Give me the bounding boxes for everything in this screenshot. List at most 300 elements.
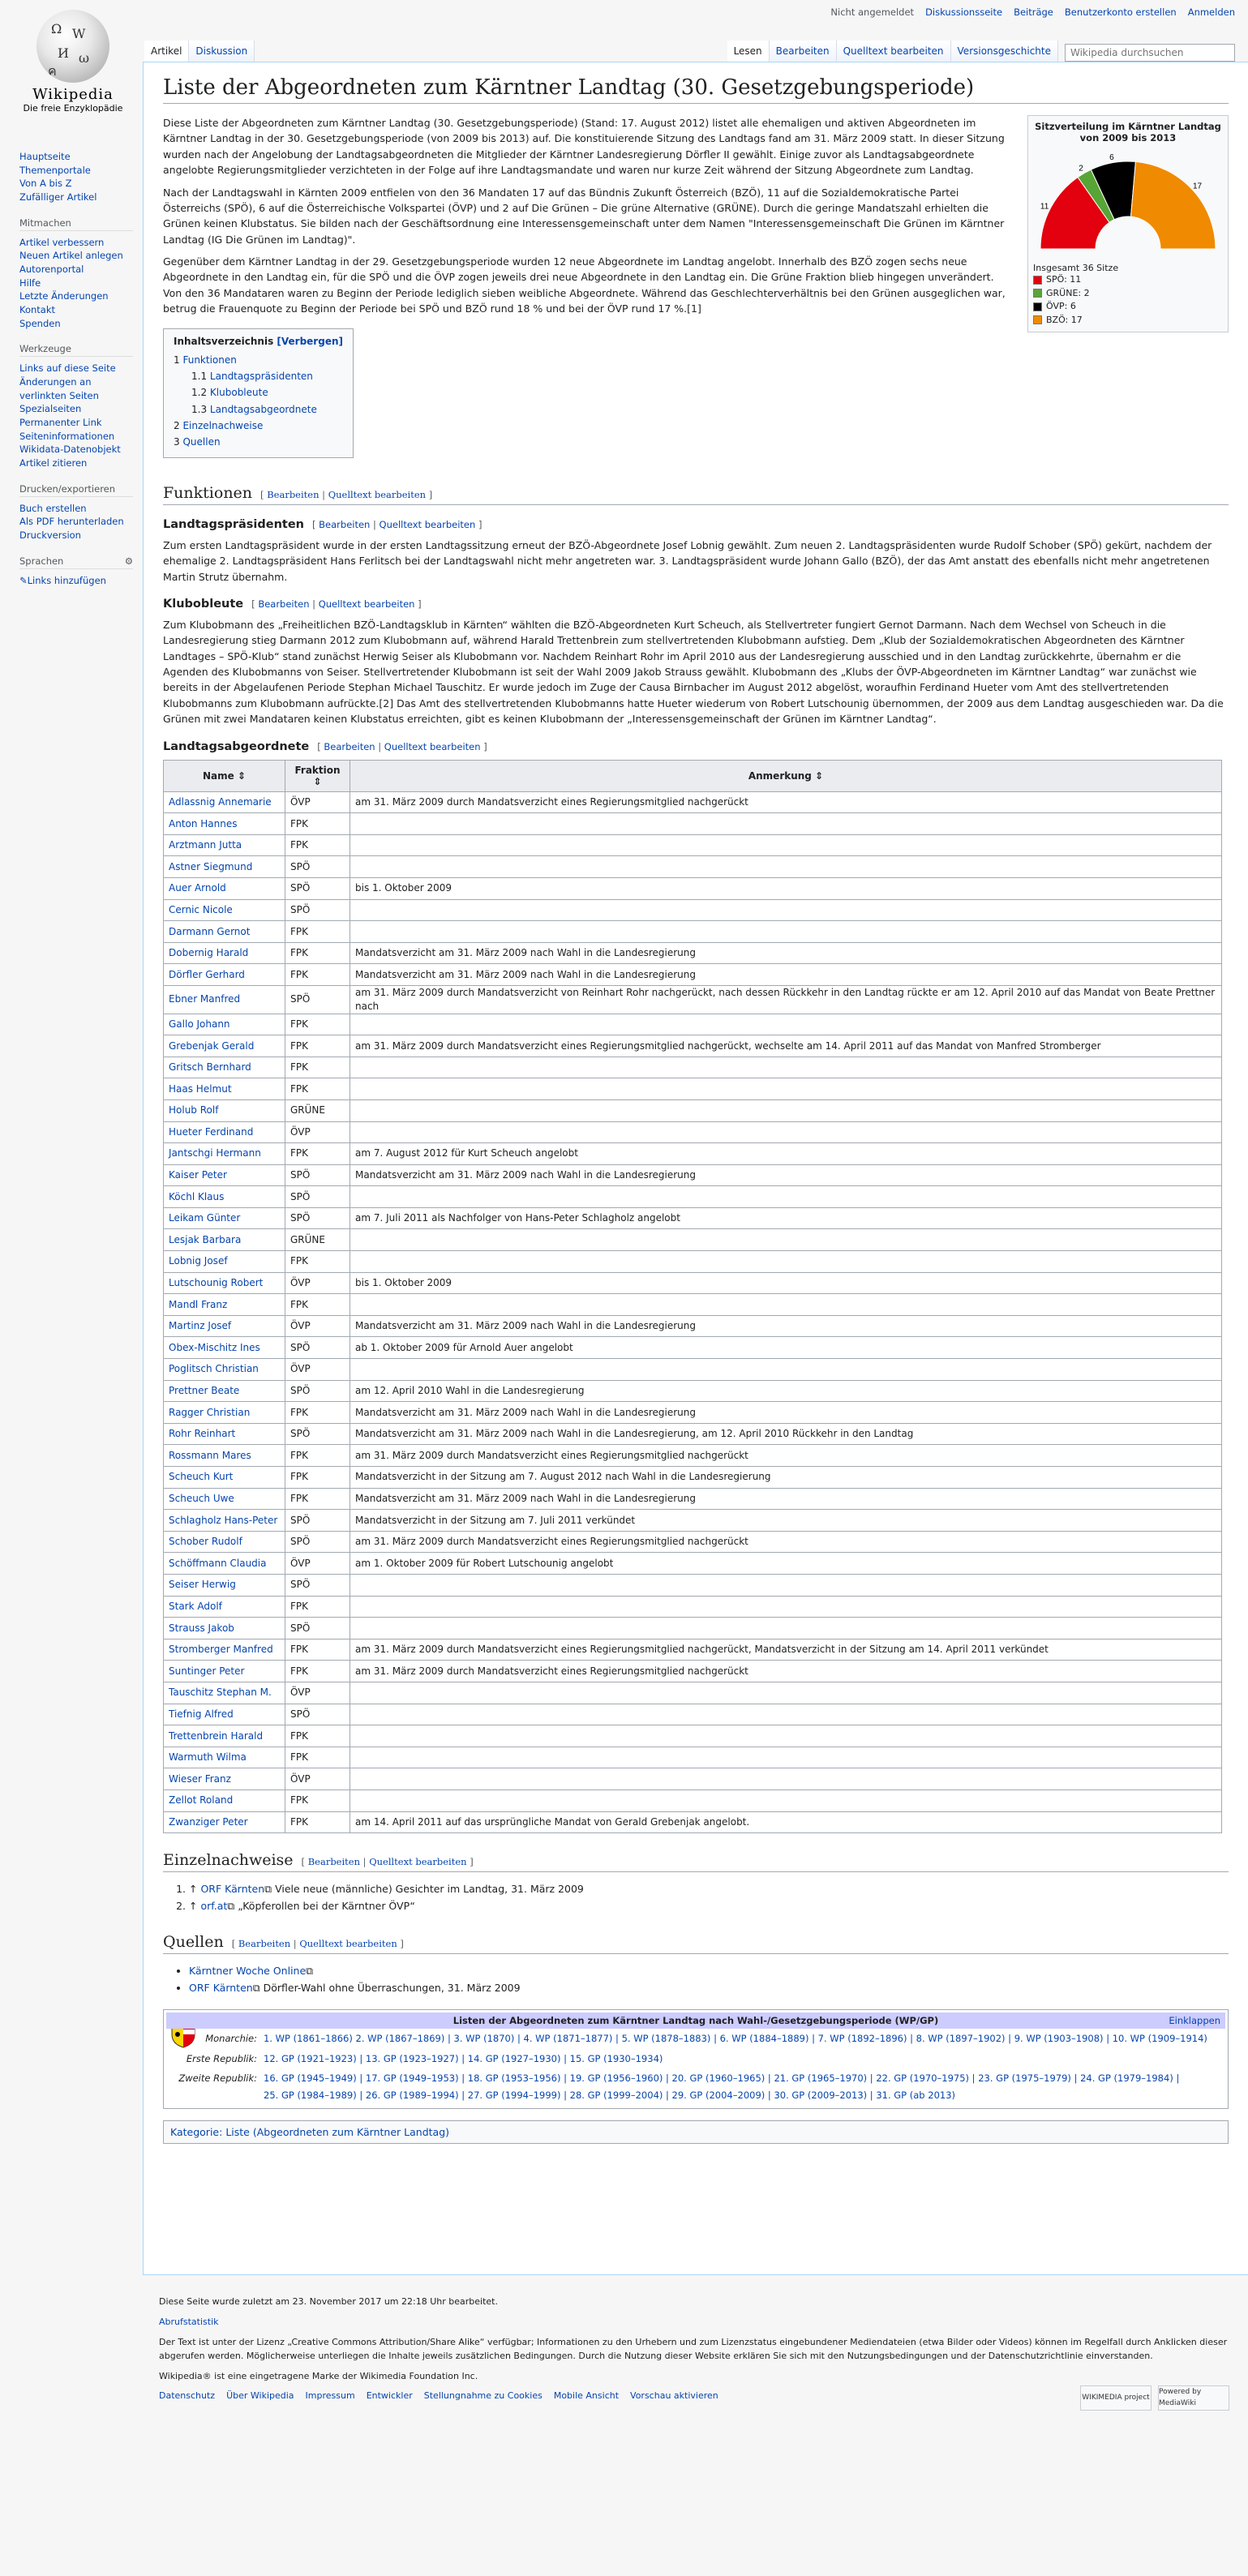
column-header-label: Anmerkung [748, 769, 812, 782]
sidebar-item[interactable]: Autorenportal [19, 264, 84, 276]
member-link[interactable]: Tauschitz Stephan M. [169, 1687, 272, 1699]
member-link[interactable]: Dörfler Gerhard [169, 968, 245, 980]
sidebar-item[interactable]: Links auf diese Seite [19, 362, 116, 375]
sidebar-item[interactable]: Hilfe [19, 276, 41, 289]
edit-link[interactable]: Bearbeiten [307, 1856, 360, 1868]
members-table [163, 760, 1222, 1834]
table-row [164, 942, 1222, 964]
cell-name [164, 985, 285, 1014]
table-row [164, 1639, 1222, 1661]
legend-item [1033, 287, 1223, 301]
intro-paragraph: Nach der Landtagswahl in Kärnten 2009 entfielen von den 36 Mandaten 17 auf das Bündnis Zukunft Österreich (BZÖ), 11 auf die Sozialdemokratische Partei Österreichs (SPÖ), 6 auf die Österreichische Volkspartei (ÖVP) und 2 auf Die Grünen – Die grüne Alternative (GRÜNE). Durch die geringe Mandatszahl erhielten die Grünen keinen Klubstatus. Sie bilden nach der Geschäftsordnung eine Interessensgemeinschaft unter dem Namen "Interessensgemeinschaft Die Grünen im Kärntner Landtag (IG Die Grünen im Landtag)". [163, 186, 1005, 246]
external-link-icon: ⧉ [306, 1964, 314, 1977]
member-link[interactable]: Arztmann Jutta [169, 839, 242, 851]
cell-anmerkung [350, 921, 1222, 943]
backlink-icon[interactable]: ↑ [189, 1883, 198, 1896]
table-row [164, 1164, 1222, 1186]
edit-link[interactable]: Bearbeiten [319, 518, 371, 530]
member-link[interactable]: Prettner Beate [169, 1385, 240, 1397]
toc-number: 1.3 [191, 403, 208, 415]
table-row [164, 834, 1222, 856]
cell-anmerkung: bis 1. Oktober 2009 [350, 1272, 1222, 1294]
table-row [164, 1402, 1222, 1424]
edit-source-link[interactable]: Quelltext bearbeiten [318, 598, 415, 610]
cell-name [164, 1488, 285, 1510]
cell-name [164, 834, 285, 856]
namespace-tabs [144, 41, 255, 62]
cell-fraktion: SPÖ [285, 1423, 350, 1445]
table-row [164, 1229, 1222, 1251]
member-link[interactable]: Schöffmann Claudia [169, 1557, 267, 1569]
table-row [164, 1510, 1222, 1532]
navbox-toggle[interactable]: Einklappen [1169, 2015, 1220, 2027]
toc-header [174, 336, 343, 347]
toc-item[interactable] [174, 384, 343, 401]
member-link[interactable]: Mandl Franz [169, 1298, 228, 1310]
table-row [164, 899, 1222, 921]
sources-list [163, 1962, 1229, 1997]
footer-link[interactable]: Datenschutz [159, 2390, 216, 2402]
cell-anmerkung: am 31. März 2009 durch Mandatsverzicht eines Regierungsmitglied nachgerückt [350, 791, 1222, 813]
navbox-row-links-group [264, 2070, 1179, 2103]
member-link[interactable]: Suntinger Peter [169, 1665, 245, 1677]
references-list [163, 1880, 1229, 1915]
cell-anmerkung [350, 1704, 1222, 1725]
table-row [164, 1789, 1222, 1811]
member-link[interactable]: Lesjak Barbara [169, 1233, 242, 1245]
member-link[interactable]: Wieser Franz [169, 1772, 231, 1785]
table-row [164, 1057, 1222, 1078]
toc-link[interactable]: Landtagspräsidenten [209, 370, 313, 382]
member-link[interactable]: Darmann Gernot [169, 925, 251, 937]
table-row [164, 1272, 1222, 1294]
toc-link[interactable]: Einzelnachweise [182, 420, 264, 432]
section-heading [163, 484, 1229, 505]
cell-name [164, 1380, 285, 1402]
table-of-contents [163, 328, 354, 458]
reference-link[interactable]: ORF Kärnten [200, 1883, 265, 1896]
cell-name [164, 1014, 285, 1035]
category-label[interactable]: Kategorie: [170, 2125, 223, 2138]
sidebar-item[interactable]: Themenportale [19, 164, 91, 176]
cell-name [164, 1423, 285, 1445]
sidebar-item[interactable]: Von A bis Z [19, 178, 72, 190]
table-row [164, 1143, 1222, 1165]
tab-edit-source[interactable]: Quelltext bearbeiten [837, 41, 951, 62]
cell-name [164, 1402, 285, 1424]
member-link[interactable]: Ragger Christian [169, 1406, 251, 1418]
member-link[interactable]: Astner Siegmund [169, 860, 253, 872]
sidebar-item[interactable]: Neuen Artikel anlegen [19, 250, 123, 262]
member-link[interactable]: Zellot Roland [169, 1794, 234, 1807]
tab-history[interactable]: Versionsgeschichte [951, 41, 1058, 62]
source-item [189, 1979, 1229, 1996]
footer-link[interactable]: Vorschau aktivieren [630, 2390, 718, 2402]
cell-name [164, 856, 285, 878]
table-row [164, 921, 1222, 943]
legend-label: SPÖ: 11 [1046, 274, 1082, 285]
seat-count-label: 17 [1192, 182, 1203, 191]
member-link[interactable]: Ebner Manfred [169, 993, 241, 1005]
footer-link[interactable]: Mobile Ansicht [553, 2390, 620, 2402]
infobox-total: Insgesamt 36 Sitze [1033, 263, 1119, 273]
sidebar-heading: Sprachen [19, 555, 64, 567]
footer-links [159, 2390, 1229, 2403]
edit-links: [ Bearbeiten | Quelltext bearbeiten ] [317, 740, 487, 752]
cell-fraktion: SPÖ [285, 1380, 350, 1402]
edit-source-link[interactable]: Quelltext bearbeiten [328, 488, 427, 500]
toc-link[interactable]: Funktionen [182, 354, 237, 366]
mediawiki-badge[interactable]: Powered by MediaWiki [1158, 2385, 1229, 2411]
cell-name [164, 1747, 285, 1768]
cell-anmerkung: Mandatsverzicht in der Sitzung am 7. Juli 2011 verkündet [350, 1510, 1222, 1532]
table-row [164, 1467, 1222, 1489]
table-row [164, 813, 1222, 835]
member-link[interactable]: Warmuth Wilma [169, 1751, 247, 1764]
reference-link[interactable]: orf.at [200, 1900, 228, 1913]
footer [159, 2295, 1229, 2407]
sidebar-item[interactable]: Spezialseiten [19, 403, 82, 415]
section-title: Landtagspräsidenten [163, 517, 304, 531]
sidebar-item[interactable]: Zufälliger Artikel [19, 191, 97, 204]
member-link[interactable]: Schober Rudolf [169, 1536, 242, 1548]
cell-name [164, 1143, 285, 1165]
table-row [164, 1423, 1222, 1445]
tab-article[interactable]: Artikel [144, 41, 189, 62]
edit-source-link[interactable]: Quelltext bearbeiten [369, 1856, 467, 1868]
table-row [164, 1121, 1222, 1143]
cell-fraktion: SPÖ [285, 1207, 350, 1229]
cell-name [164, 1294, 285, 1316]
add-links-label: Links hinzufügen [27, 574, 106, 586]
cell-fraktion: FPK [285, 1661, 350, 1682]
cell-fraktion: FPK [285, 834, 350, 856]
footer-link[interactable]: Stellungnahme zu Cookies [423, 2390, 543, 2402]
sidebar-item[interactable]: Spenden [19, 317, 61, 329]
cell-fraktion: SPÖ [285, 899, 350, 921]
cell-anmerkung: am 1. Oktober 2009 für Robert Lutschounig angelobt [350, 1553, 1222, 1575]
seat-segment [1130, 161, 1216, 249]
sidebar-item[interactable]: Druckversion [19, 529, 81, 542]
cell-fraktion: FPK [285, 1488, 350, 1510]
sidebar-item[interactable]: Kontakt [19, 304, 56, 316]
table-row [164, 1445, 1222, 1467]
member-link[interactable]: Gritsch Bernhard [169, 1061, 251, 1074]
seat-count-label: 11 [1040, 202, 1049, 212]
wikipedia-logo[interactable] [16, 10, 130, 114]
tab-read[interactable]: Lesen [727, 41, 770, 62]
navbox-row-links[interactable]: 1. WP (1861–1866) 2. WP (1867–1869) | 3. WP (1870) | 4. WP (1871–1877) | 5. WP (1878–1883) | 6. WP (1884–1889) | 7. WP (1892–1896) | 8. WP (1897–1902) | 9. WP (1903–1908) | 10. WP (1909–1914) [264, 2033, 1207, 2045]
toc-link[interactable]: Quellen [182, 436, 221, 448]
member-link[interactable]: Dobernig Harald [169, 947, 249, 959]
cell-name [164, 1337, 285, 1359]
member-link[interactable]: Adlassnig Annemarie [169, 795, 272, 808]
intro-paragraph: Diese Liste der Abgeordneten zum Kärntner Landtag (30. Gesetzgebungsperiode) (Stand: 17. August 2012) listet alle ehemaligen und aktiven Abgeordneten im Kärntner Landtag in der 30. Gesetzgebungsperiode (von 2009 bis 2013) auf. Die konstituierende Sitzung des Landtags fand am 31. März 2009 statt. In dieser Sitzung wurden nach der Angelobung der Landtagsabgeordneten die Mitglieder der Kärntner Landesregierung Dörfler II gewählt. Einige zuvor als Landtagsabgeordnete angelobte Regierungsmitglieder verzichteten in der Folge auf ihre Landtagsmandate und waren nur kurze Zeit während der Sitzung Abgeordnete zum Landtag. [163, 117, 1005, 177]
cell-anmerkung: Mandatsverzicht in der Sitzung am 7. August 2012 nach Wahl in die Landesregierung [350, 1467, 1222, 1489]
cell-anmerkung [350, 1251, 1222, 1273]
sidebar-heading: Werkzeuge [19, 343, 133, 357]
sidebar-item[interactable]: Als PDF herunterladen [19, 516, 124, 528]
sidebar-languages [19, 555, 133, 588]
edit-link[interactable]: Bearbeiten [238, 1937, 291, 1949]
sort-icon[interactable]: ⇕ [815, 769, 824, 782]
category-link[interactable]: Liste (Abgeordneten zum Kärntner Landtag) [225, 2125, 450, 2138]
table-row [164, 1747, 1222, 1768]
sidebar-nav [19, 150, 133, 204]
member-link[interactable]: Grebenjak Gerald [169, 1039, 255, 1052]
edit-link[interactable]: Bearbeiten [324, 740, 375, 752]
member-link[interactable]: Köchl Klaus [169, 1190, 225, 1202]
login-link[interactable]: Anmelden [1187, 6, 1235, 18]
legend-swatch [1033, 276, 1042, 285]
reference-text: „Köpferollen bei der Kärntner ÖVP“ [234, 1900, 415, 1913]
navbox-row-links[interactable]: 12. GP (1921–1923) | 13. GP (1923–1927) | 14. GP (1927–1930) | 15. GP (1930–1934) [264, 2052, 663, 2064]
member-link[interactable]: Rossmann Mares [169, 1449, 251, 1461]
seat-chart [1033, 147, 1223, 260]
table-row [164, 877, 1222, 899]
member-link[interactable]: Lutschounig Robert [169, 1277, 264, 1289]
cell-anmerkung: Mandatsverzicht am 31. März 2009 nach Wahl in die Landesregierung [350, 1315, 1222, 1337]
cell-name [164, 1510, 285, 1532]
cell-anmerkung [350, 1359, 1222, 1381]
cell-anmerkung [350, 856, 1222, 878]
sidebar-mitmachen [19, 217, 133, 331]
cell-fraktion: ÖVP [285, 1121, 350, 1143]
cell-fraktion: GRÜNE [285, 1099, 350, 1121]
cell-fraktion: FPK [285, 1014, 350, 1035]
subsection-heading [163, 518, 1229, 531]
navbox-row-links[interactable]: 16. GP (1945–1949) | 17. GP (1949–1953) | 18. GP (1953–1956) | 19. GP (1956–1960) | 20. GP (1960–1965) | 21. GP (1965–1970) | 22. GP (1970–1975) | 23. GP (1975–1979) | 24. GP (1979–1984) | [264, 2072, 1180, 2085]
cell-fraktion: ÖVP [285, 1768, 350, 1790]
member-link[interactable]: Zwanziger Peter [169, 1815, 248, 1828]
tab-edit[interactable]: Bearbeiten [770, 41, 837, 62]
source-link[interactable]: Kärntner Woche Online [189, 1964, 307, 1977]
edit-link[interactable]: Bearbeiten [258, 598, 310, 610]
talk-link[interactable]: Diskussionsseite [925, 6, 1003, 18]
cell-anmerkung [350, 1294, 1222, 1316]
member-link[interactable]: Hueter Ferdinand [169, 1125, 254, 1138]
edit-links: [ Bearbeiten | Quelltext bearbeiten ] [312, 518, 482, 530]
member-link[interactable]: Holub Rolf [169, 1104, 219, 1117]
edit-source-link[interactable]: Quelltext bearbeiten [299, 1937, 397, 1949]
cell-fraktion: SPÖ [285, 1337, 350, 1359]
sidebar-item[interactable]: Seiteninformationen [19, 430, 115, 442]
cell-anmerkung: Mandatsverzicht am 31. März 2009 nach Wahl in die Landesregierung [350, 1488, 1222, 1510]
sidebar-item[interactable]: Letzte Änderungen [19, 290, 109, 302]
external-link-icon: ⧉ [227, 1900, 235, 1913]
legend-item [1033, 300, 1223, 314]
edit-links: [ Bearbeiten | Quelltext bearbeiten ] [301, 1856, 474, 1868]
member-link[interactable]: Poglitsch Christian [169, 1363, 259, 1375]
cell-fraktion: FPK [285, 1294, 350, 1316]
cell-name [164, 1639, 285, 1661]
member-link[interactable]: Leikam Günter [169, 1212, 241, 1224]
cell-anmerkung [350, 899, 1222, 921]
create-account-link[interactable]: Benutzerkonto erstellen [1064, 6, 1177, 18]
members-table-body [164, 791, 1222, 1833]
member-link[interactable]: Tiefnig Alfred [169, 1708, 234, 1720]
toc-number: 1.2 [191, 387, 208, 399]
member-link[interactable]: Cernic Nicole [169, 903, 233, 915]
toc-list [174, 352, 343, 451]
cell-fraktion: SPÖ [285, 1531, 350, 1553]
cell-fraktion: FPK [285, 964, 350, 986]
navbox-title: Listen der Abgeordneten zum Kärntner Landtag nach Wahl-/Gesetzgebungsperiode (WP/GP) [452, 2015, 939, 2027]
member-link[interactable]: Stark Adolf [169, 1600, 222, 1612]
section-paragraph: Zum Klubobmann des „Freiheitlichen BZÖ-Landtagsklub in Kärnten“ wählten die BZÖ-Abgeordneten Kurt Scheuch, als Stellvertreter fungiert Gernot Darmann. Nach dem Wechsel von Scheuch in die Landesregierung stieg Darmann 2012 zum Klubobmann auf, während Harald Trettenbrein zum stellvertretenden Klubobmann aufstieg. Dem „Klub der Sozialdemokratischen Abgeordneten des Kärntner Landtages – SPÖ-Klub“ stand zunächst Herwig Seiser als Klubobmann vor. Nachdem Reinhart Rohr im April 2010 aus der Landesregierung ausschied und in den Landtag zurückkehrte, übernahm er die Agenden des Klubobmanns von Seiser. Stellvertretender Klubobmann ist seit der Wahl 2009 Jakob Strauss gewählt. Klubobmann des „Klubs der ÖVP-Abgeordneten im Kärntner Landtag“ war zunächst wie bereits in der Abgelaufenen Periode Stephan Michael Tauschitz. Er wurde jedoch im Zuge der Causa Birnbacher im August 2012 abgelöst, woraufhin Ferdinand Hueter vom Amt des stellvertretenden Klubobmanns zum Klubobmann aufrückte.[2] Das Amt des stellvertretenden Klubobmanns hatte Hueter wiederum von Robert Lutschounig übernommen, der 2009 aus dem Landtag ausgeschieden war. Da die Grünen mit zwei Mandataren keinen Klubstatus erreichten, gibt es keinen Klubobmann der „Interessensgemeinschaft der Grünen im Kärntner Landtag“. [163, 618, 1224, 726]
stats-link[interactable]: Abrufstatistik [159, 2317, 219, 2328]
trademark-text: Wikipedia® ist eine eingetragene Marke der Wikimedia Foundation Inc. [159, 2371, 478, 2382]
table-row [164, 1725, 1222, 1747]
legend-item [1033, 314, 1223, 328]
toc-item[interactable] [174, 418, 343, 434]
member-link[interactable]: Schlagholz Hans-Peter [169, 1514, 278, 1526]
navbox [163, 2009, 1229, 2109]
cell-fraktion: FPK [285, 1725, 350, 1747]
toc-number: 1 [174, 354, 180, 366]
cell-anmerkung [350, 1618, 1222, 1639]
edit-links: [ Bearbeiten | Quelltext bearbeiten ] [231, 1937, 404, 1949]
license-text: Der Text ist unter der Lizenz „Creative Commons Attribution/Share Alike“ verfügbar; Informationen zu den Urhebern und zum Lizenzstatus eingebundener Mediendateien (etwa Bilder oder Videos) können im Regelfall durch Anklicken dieser abgerufen werden. Möglicherweise unterliegen die Inhalte jeweils zusätzlichen Bedingungen. Durch die Nutzung dieser Website erklären Sie sich mit den Nutzungsbedingungen und der Datenschutzrichtlinie einverstanden. [159, 2337, 1228, 2362]
cell-fraktion: FPK [285, 1747, 350, 1768]
footer-link[interactable]: Entwickler [366, 2390, 413, 2402]
cell-fraktion: SPÖ [285, 877, 350, 899]
cell-name [164, 1078, 285, 1100]
cell-name [164, 877, 285, 899]
tab-discussion[interactable]: Diskussion [189, 41, 255, 62]
legend-swatch [1033, 315, 1042, 324]
section-title: Landtagsabgeordnete [163, 739, 310, 753]
seat-infobox [1027, 115, 1229, 332]
member-link[interactable]: Rohr Reinhart [169, 1428, 236, 1440]
table-row [164, 1380, 1222, 1402]
member-link[interactable]: Scheuch Kurt [169, 1471, 234, 1483]
member-link[interactable]: Scheuch Uwe [169, 1492, 234, 1504]
sidebar-heading: Mitmachen [19, 217, 133, 231]
cell-name [164, 1164, 285, 1186]
backlink-icon[interactable]: ↑ [189, 1900, 198, 1913]
cell-anmerkung [350, 1768, 1222, 1790]
edit-source-link[interactable]: Quelltext bearbeiten [379, 518, 476, 530]
sidebar-item[interactable]: Permanenter Link [19, 417, 102, 429]
section-heading [163, 1933, 1229, 1954]
source-link[interactable]: ORF Kärnten [189, 1981, 253, 1994]
legend-label: BZÖ: 17 [1046, 314, 1083, 325]
member-link[interactable]: Seiser Herwig [169, 1579, 236, 1591]
cell-fraktion: FPK [285, 1035, 350, 1057]
header [0, 0, 1248, 32]
member-link[interactable]: Jantschgi Hermann [169, 1147, 261, 1159]
sidebar-item[interactable]: Änderungen an verlinkten Seiten [19, 376, 99, 401]
cell-name [164, 1035, 285, 1057]
footer-link[interactable]: Über Wikipedia [226, 2390, 294, 2402]
pencil-icon: ✎ [19, 574, 28, 586]
column-header[interactable] [164, 760, 285, 791]
cell-name [164, 1315, 285, 1337]
edit-link[interactable]: Bearbeiten [267, 488, 320, 500]
cell-fraktion: FPK [285, 1811, 350, 1833]
sort-icon[interactable]: ⇕ [237, 769, 247, 782]
section-heading [163, 1851, 1229, 1872]
cell-fraktion: SPÖ [285, 1618, 350, 1639]
cell-fraktion: SPÖ [285, 856, 350, 878]
cell-anmerkung: am 31. März 2009 durch Mandatsverzicht von Reinhart Rohr nachgerückt, nach dessen Rückkehr in den Landtag rückte er am 12. April 2010 auf das Mandat von Beate Prettner nach [350, 985, 1222, 1014]
cell-name [164, 964, 285, 986]
navbox-row-links[interactable]: 25. GP (1984–1989) | 26. GP (1989–1994) | 27. GP (1994–1999) | 28. GP (1999–2004) | 29. GP (2004–2009) | 30. GP (2009–2013) | 31. GP (ab 2013) [264, 2090, 956, 2102]
section-paragraph: Zum ersten Landtagspräsident wurde in der ersten Landtagssitzung erneut der BZÖ-Abgeordnete Josef Lobnig gewählt. Zum neuen 2. Landtagspräsidenten wurde Rudolf Schober (SPÖ) gekürt, nachdem der ehemalige 2. Landtagspräsident Hans Ferlitsch bei der Landtagswahl nicht mehr angetreten war. 3. Landtagspräsident wurde Johann Gallo (BZÖ), der das Amt anstatt des ebenfalls nicht mehr angetretenen Martin Strutz übernahm. [163, 538, 1212, 583]
member-link[interactable]: Strauss Jakob [169, 1622, 234, 1634]
member-link[interactable]: Auer Arnold [169, 882, 226, 894]
cell-anmerkung: ab 1. Oktober 2009 für Arnold Auer angelobt [350, 1337, 1222, 1359]
cell-anmerkung: am 12. April 2010 Wahl in die Landesregierung [350, 1380, 1222, 1402]
reference-text: Viele neue (männliche) Gesichter im Landtag, 31. März 2009 [272, 1883, 584, 1896]
sidebar-item[interactable]: Wikidata-Datenobjekt [19, 444, 121, 456]
table-row [164, 856, 1222, 878]
cell-anmerkung: am 7. August 2012 für Kurt Scheuch angelobt [350, 1143, 1222, 1165]
gear-icon[interactable]: ⚙ [124, 555, 133, 567]
toc-link[interactable]: Klubobleute [209, 387, 268, 399]
member-link[interactable]: Lobnig Josef [169, 1255, 228, 1267]
cell-anmerkung [350, 1574, 1222, 1596]
member-link[interactable]: Kaiser Peter [169, 1169, 227, 1181]
footer-badges [1080, 2385, 1229, 2411]
source-text: Dörfler-Wahl ohne Überraschungen, 31. März 2009 [259, 1981, 521, 1994]
cell-fraktion: ÖVP [285, 791, 350, 813]
toc-link[interactable]: Landtagsabgeordnete [209, 403, 317, 415]
edit-source-link[interactable]: Quelltext bearbeiten [384, 740, 481, 752]
cell-anmerkung [350, 1078, 1222, 1100]
cell-name [164, 1682, 285, 1704]
toc-title: Inhaltsverzeichnis [174, 335, 274, 347]
intro-paragraph: Gegenüber dem Kärntner Landtag in der 29. Gesetzgebungsperiode wurden 12 neue Abgeordnete im Landtag angelobt. Innerhalb des BZÖ zogen sechs neue Abgeordnete in den Landtag ein, für die SPÖ und die ÖVP zogen jeweils drei neue Abgeordnete in den Landtag ein. Die Grüne Fraktion blieb hingegen unverändert. Von den 36 Mandataren waren zu Beginn der Periode lediglich sieben weibliche Abgeordnete. Während das Geschlechterverhältnis bei den Grünen ausgeglichen war, betrug die Frauenquote zu Beginn der Periode bei SPÖ und BZÖ rund 18 % und bei der ÖVP rund 17 %.[1] [163, 255, 1006, 315]
search-input[interactable] [1065, 44, 1235, 62]
contribs-link[interactable]: Beiträge [1014, 6, 1053, 18]
sidebar-item[interactable]: Artikel verbessern [19, 236, 105, 248]
toc-item[interactable] [174, 352, 343, 368]
sidebar-item[interactable]: Hauptseite [19, 151, 71, 162]
member-link[interactable]: Anton Hannes [169, 817, 238, 829]
footer-link[interactable]: Impressum [305, 2390, 355, 2402]
wikimedia-badge[interactable]: WIKIMEDIA project [1080, 2385, 1152, 2411]
sort-icon[interactable]: ⇕ [313, 775, 322, 787]
toc-item[interactable] [174, 434, 343, 450]
cell-name [164, 1789, 285, 1811]
column-header[interactable] [350, 760, 1222, 791]
member-link[interactable]: Stromberger Manfred [169, 1644, 273, 1656]
member-link[interactable]: Haas Helmut [169, 1082, 232, 1095]
sidebar-item[interactable]: Artikel zitieren [19, 457, 88, 469]
sidebar-item[interactable]: Buch erstellen [19, 502, 87, 514]
source-item [189, 1962, 1229, 1979]
toc-item[interactable] [174, 401, 343, 418]
table-row [164, 1251, 1222, 1273]
view-tabs [727, 41, 1235, 62]
table-row [164, 1596, 1222, 1618]
table-row [164, 1014, 1222, 1035]
edit-links: [ Bearbeiten | Quelltext bearbeiten ] [251, 598, 422, 610]
member-link[interactable]: Trettenbrein Harald [169, 1729, 264, 1742]
member-link[interactable]: Martinz Josef [169, 1320, 232, 1332]
cell-name [164, 1574, 285, 1596]
toc-toggle[interactable]: [Verbergen] [277, 335, 343, 347]
toc-item[interactable] [174, 368, 343, 384]
column-header[interactable] [285, 760, 350, 791]
member-link[interactable]: Obex-Mischitz Ines [169, 1341, 260, 1353]
member-link[interactable]: Gallo Johann [169, 1018, 230, 1030]
legend-swatch [1033, 302, 1042, 311]
table-row [164, 964, 1222, 986]
add-links-link[interactable] [19, 575, 106, 586]
